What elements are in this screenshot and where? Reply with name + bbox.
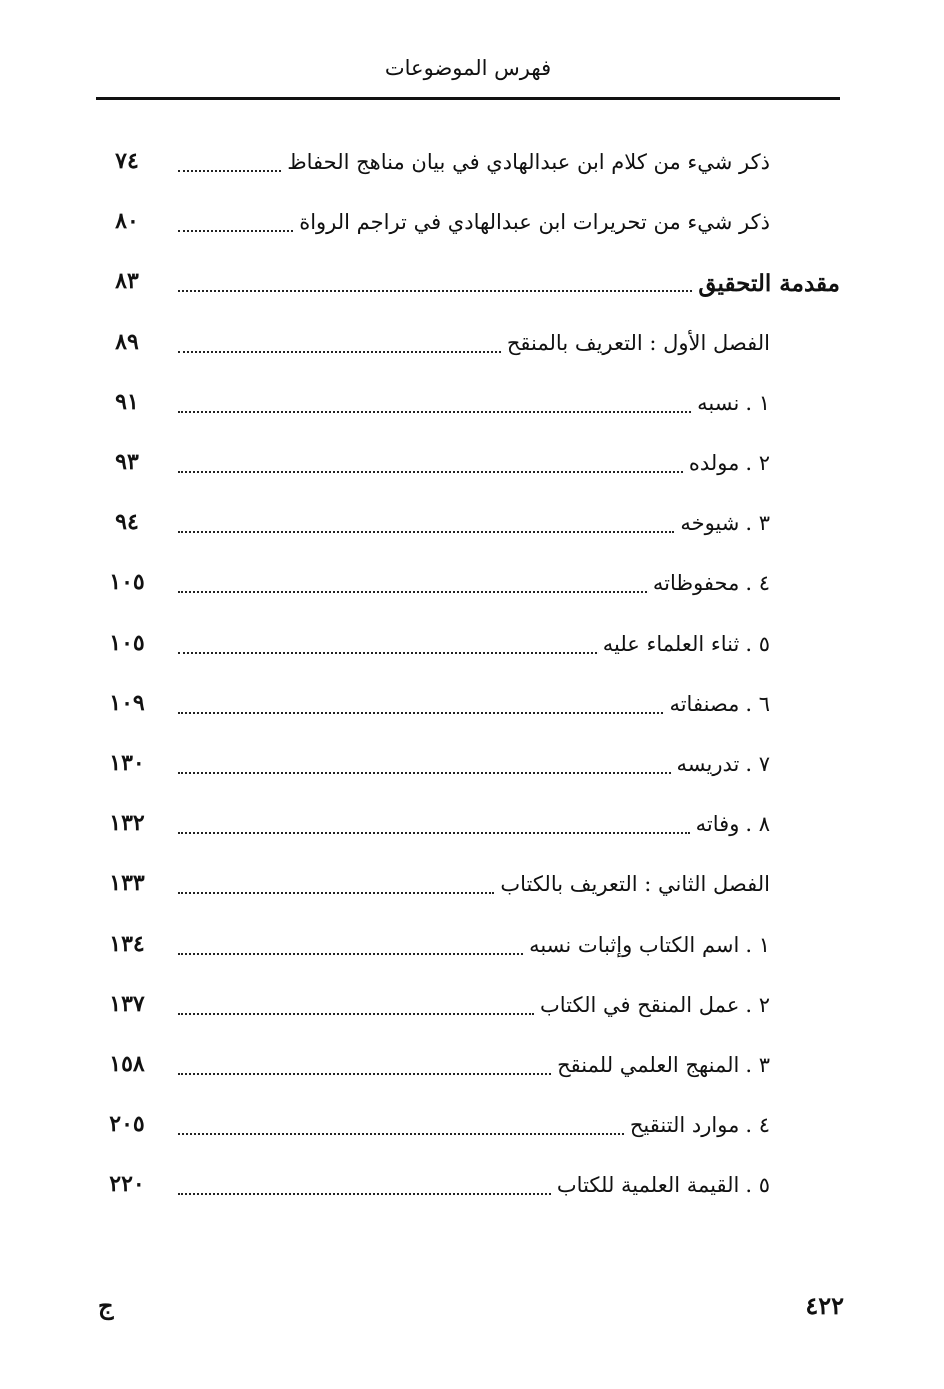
dot-leader <box>178 832 690 834</box>
dot-leader <box>178 1013 534 1015</box>
dot-leader <box>178 170 281 172</box>
toc-page-number: ١٠٥ <box>109 569 145 595</box>
dot-leader <box>178 892 494 894</box>
toc-entry-title <box>299 210 770 234</box>
toc-page-number: ١٣٢ <box>109 810 145 836</box>
toc-entry-title <box>287 150 770 174</box>
toc-entry-label: محفوظاته <box>652 571 740 595</box>
toc-entry <box>96 802 840 858</box>
dot-leader <box>178 531 674 533</box>
toc-entry <box>96 862 840 918</box>
dot-leader <box>178 351 501 353</box>
toc-entry <box>96 682 840 738</box>
toc-page-number: ١٣٠ <box>109 750 145 776</box>
toc-entry-title <box>529 933 770 957</box>
toc-entry-title <box>540 993 770 1017</box>
toc-entry-number: ٥ . <box>745 632 770 656</box>
page-number: ٤٢٢ <box>805 1291 844 1320</box>
toc-entry-label: الفصل الثاني : التعريف بالكتاب <box>500 872 770 896</box>
header-rule <box>96 97 840 100</box>
toc-entry-number: ٨ . <box>745 812 770 836</box>
toc-entry-number: ٦ . <box>745 692 770 716</box>
toc-page-number: ١٣٤ <box>109 931 145 957</box>
toc-entry-number: ٣ . <box>745 1053 770 1077</box>
toc-entry-label: نسبه <box>697 391 740 415</box>
toc-entry-label: مولده <box>688 451 740 475</box>
toc-entry-label: موارد التنقيح <box>629 1113 740 1137</box>
toc-entry-number: ٢ . <box>745 451 770 475</box>
toc-entry-title <box>697 391 770 415</box>
toc-entry-label: اسم الكتاب وإثبات نسبه <box>529 933 740 957</box>
toc-entry <box>96 321 840 377</box>
toc-entry-number: ٢ . <box>745 993 770 1017</box>
toc-entry-number: ٧ . <box>745 752 770 776</box>
toc-page-number: ١٠٩ <box>109 690 145 716</box>
toc-entry <box>96 260 840 316</box>
toc-entry <box>96 983 840 1039</box>
dot-leader <box>178 1073 551 1075</box>
toc-entry-label: ثناء العلماء عليه <box>602 632 740 656</box>
toc-page-number: ٨٠ <box>115 208 139 234</box>
dot-leader <box>178 411 691 413</box>
dot-leader <box>178 1193 551 1195</box>
toc-page-number: ٩٣ <box>115 449 139 475</box>
toc-entry-title <box>507 331 770 355</box>
toc-page-number: ٨٣ <box>115 268 139 294</box>
running-header: فهرس الموضوعات <box>384 56 552 80</box>
toc-page-number: ٩٤ <box>115 509 139 535</box>
toc-entry-label: شيوخه <box>680 511 740 535</box>
toc-entry-label: تدريسه <box>676 752 740 776</box>
toc-entry <box>96 1103 840 1159</box>
toc-entry-label: ذكر شيء من كلام ابن عبدالهادي في بيان مناهج الحفاظ <box>287 150 770 174</box>
toc-page-number: ١٣٧ <box>109 991 145 1017</box>
toc-entry-number: ٤ . <box>745 571 770 595</box>
toc-page-number: ٢٠٥ <box>109 1111 145 1137</box>
dot-leader <box>178 1133 624 1135</box>
signature-mark: ج <box>98 1291 114 1320</box>
toc-page-number: ٨٩ <box>115 329 139 355</box>
toc-entry-label: المنهج العلمي للمنقح <box>557 1053 740 1077</box>
toc-page-number: ٩١ <box>115 389 139 415</box>
toc-entry-title <box>698 270 840 297</box>
toc-entry-label: عمل المنقح في الكتاب <box>539 993 740 1017</box>
toc-entry <box>96 561 840 617</box>
toc-entry-title <box>680 511 770 535</box>
toc-entry <box>96 381 840 437</box>
toc-entry <box>96 441 840 497</box>
toc-entry <box>96 923 840 979</box>
toc-entry-number: ٤ . <box>745 1113 770 1137</box>
dot-leader <box>178 230 293 232</box>
toc-page-number: ١٠٥ <box>109 630 145 656</box>
toc-entry <box>96 622 840 678</box>
toc-entry-title <box>630 1113 770 1137</box>
toc-entry <box>96 501 840 557</box>
toc-entry <box>96 1163 840 1219</box>
toc-entry-title <box>653 571 770 595</box>
toc-entry-label: مصنفاته <box>669 692 740 716</box>
toc-entry-title <box>669 692 770 716</box>
toc-entry-label: وفاته <box>695 812 740 836</box>
toc-entry-title <box>557 1173 770 1197</box>
toc-entry-title <box>557 1053 770 1077</box>
toc-entry-number: ١ . <box>745 391 770 415</box>
toc-entry <box>96 200 840 256</box>
toc-entry-title <box>677 752 771 776</box>
toc-entry-title <box>696 812 770 836</box>
dot-leader <box>178 290 692 292</box>
toc-page-number: ٢٢٠ <box>109 1171 145 1197</box>
dot-leader <box>178 712 663 714</box>
toc-page-number: ٧٤ <box>115 148 139 174</box>
toc-entry-title <box>689 451 770 475</box>
toc-entry-label: القيمة العلمية للكتاب <box>556 1173 740 1197</box>
dot-leader <box>178 772 671 774</box>
dot-leader <box>178 471 683 473</box>
toc-entry-label: مقدمة التحقيق <box>698 270 840 297</box>
dot-leader <box>178 953 523 955</box>
toc-entry-number: ١ . <box>745 933 770 957</box>
toc-entry-label: ذكر شيء من تحريرات ابن عبدالهادي في تراجم الرواة <box>299 210 770 234</box>
dot-leader <box>178 652 597 654</box>
toc-page-number: ١٣٣ <box>109 870 145 896</box>
toc-entry-number: ٥ . <box>745 1173 770 1197</box>
toc-entry-title <box>603 632 770 656</box>
toc-entry <box>96 742 840 798</box>
toc-entry <box>96 140 840 196</box>
toc-entry <box>96 1043 840 1099</box>
toc-entry-number: ٣ . <box>745 511 770 535</box>
toc-entry-label: الفصل الأول : التعريف بالمنقح <box>506 331 770 355</box>
toc-entry-title <box>500 872 770 896</box>
toc-page-number: ١٥٨ <box>109 1051 145 1077</box>
dot-leader <box>178 591 647 593</box>
